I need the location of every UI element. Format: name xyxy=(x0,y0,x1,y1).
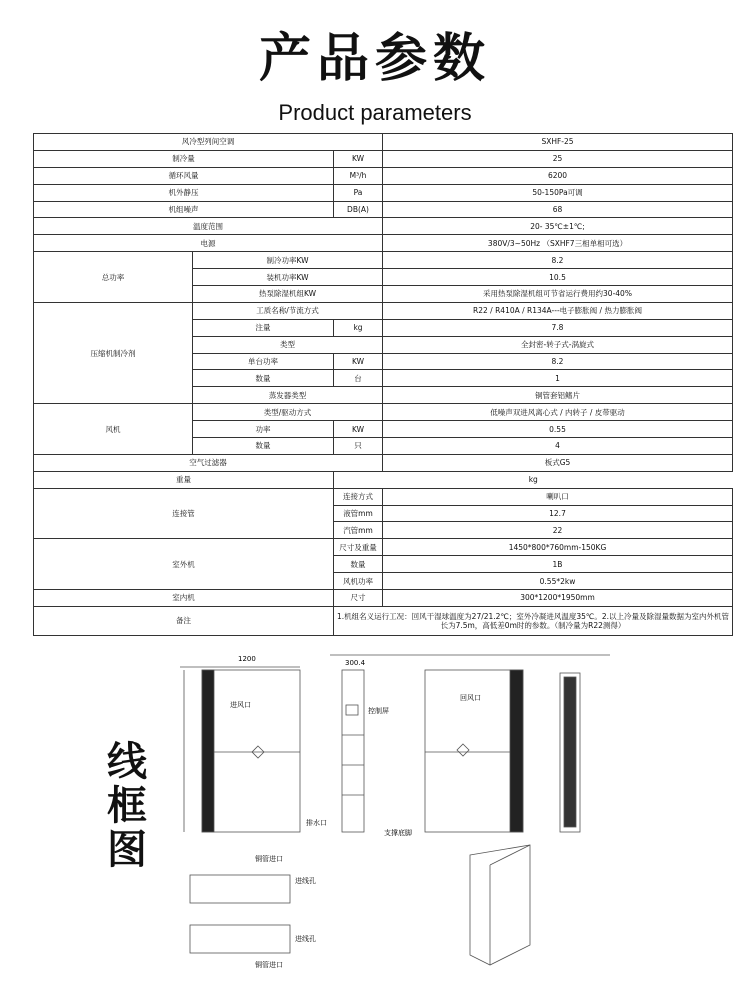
static-value: 50-150Pa可调 xyxy=(383,184,733,201)
o3-value: 0.55*2kw xyxy=(383,573,733,590)
f3-unit: 只 xyxy=(334,438,383,455)
front-view-grille xyxy=(202,670,214,832)
p2-label: 液管mm xyxy=(334,505,383,522)
p3-label: 汽管mm xyxy=(334,522,383,539)
c6-label: 蒸发器类型 xyxy=(193,387,383,404)
table-row xyxy=(34,134,733,151)
static-label: 机外静压 xyxy=(34,184,334,201)
static-unit: Pa xyxy=(334,184,383,201)
o2-label: 数量 xyxy=(334,556,383,573)
c6-value: 铜管套铝鳍片 xyxy=(383,387,733,404)
c2-label: 注量 xyxy=(193,319,334,336)
rear-view-diamond xyxy=(457,744,469,756)
tp3-value: 采用热泵除湿机组可节省运行费用约30-40% xyxy=(383,286,733,303)
c1-value: R22 / R410A / R134A---电子膨胀阀 / 热力膨胀阀 xyxy=(383,302,733,319)
p1-label: 连接方式 xyxy=(334,488,383,505)
c5-unit: 台 xyxy=(334,370,383,387)
label-copper-bottom: 铜管进口 xyxy=(255,961,283,969)
table-row xyxy=(34,488,733,505)
o1-value: 1450*800*760mm-150KG xyxy=(383,539,733,556)
fan-label: 风机 xyxy=(34,404,193,455)
c4-unit: KW xyxy=(334,353,383,370)
indoor-label: 室内机 xyxy=(34,590,334,607)
isometric-view xyxy=(470,845,530,965)
f2-value: 0.55 xyxy=(383,421,733,438)
indoor-value: 300*1200*1950mm xyxy=(383,590,733,607)
label-inlet: 进风口 xyxy=(230,701,251,709)
label-drain: 排水口 xyxy=(306,819,327,827)
label-return: 回风口 xyxy=(460,694,481,702)
noise-label: 机组噪声 xyxy=(34,201,334,218)
power-label: 电源 xyxy=(34,235,383,252)
noise-unit: DB(A) xyxy=(334,201,383,218)
tp1-value: 8.2 xyxy=(383,252,733,269)
label-copper-top: 铜管进口 xyxy=(255,855,283,863)
tp1-label: 制冷功率KW xyxy=(193,252,383,269)
label-control: 控制屏 xyxy=(368,707,389,715)
wireframe-heading: 线框图 xyxy=(107,739,147,873)
table-row xyxy=(34,235,733,252)
dim-width: 1200 xyxy=(238,655,256,663)
tp2-label: 装机功率KW xyxy=(193,269,383,286)
table-row xyxy=(34,404,733,421)
c3-label: 类型 xyxy=(193,336,383,353)
power-value: 380V/3~50Hz （SXHF7三相单相可选） xyxy=(383,235,733,252)
wireframe-drawing xyxy=(170,645,610,975)
f3-label: 数量 xyxy=(193,438,334,455)
label-wire-top: 进线孔 xyxy=(295,877,316,885)
dim-depth: 300.4 xyxy=(345,659,366,667)
label-wire-bottom: 进线孔 xyxy=(295,935,316,943)
o1-label: 尺寸及重量 xyxy=(334,539,383,556)
f2-unit: KW xyxy=(334,421,383,438)
table-row xyxy=(34,218,733,235)
table-row xyxy=(34,606,733,635)
remark-label: 备注 xyxy=(34,606,334,635)
c1-label: 工质名称/节流方式 xyxy=(193,302,383,319)
label-support: 支撑底脚 xyxy=(384,829,412,837)
weight-label: 重量 xyxy=(34,471,334,488)
filter-label: 空气过滤器 xyxy=(34,454,383,471)
weight-unit: kg xyxy=(334,471,733,488)
table-row xyxy=(34,252,733,269)
c2-value: 7.8 xyxy=(383,319,733,336)
tp3-label: 热泵除湿机组KW xyxy=(193,286,383,303)
c4-label: 单台功率 xyxy=(193,353,334,370)
front-view-cabinet xyxy=(202,670,300,832)
table-row xyxy=(34,184,733,201)
o3-label: 风机功率 xyxy=(334,573,383,590)
table-row xyxy=(34,302,733,319)
page-title: 产品参数 xyxy=(258,29,491,89)
p1-value: 喇叭口 xyxy=(383,488,733,505)
table-row xyxy=(34,150,733,167)
table-row xyxy=(34,454,733,471)
c5-value: 1 xyxy=(383,370,733,387)
temp-value: 20- 35℃±1℃; xyxy=(383,218,733,235)
c2-unit: kg xyxy=(334,319,383,336)
table-row xyxy=(34,167,733,184)
f2-label: 功率 xyxy=(193,421,334,438)
c5-label: 数量 xyxy=(193,370,334,387)
f1-label: 类型/驱动方式 xyxy=(193,404,383,421)
table-row xyxy=(34,539,733,556)
cooling-value: 25 xyxy=(383,150,733,167)
side-view-cabinet xyxy=(342,670,364,832)
page-subtitle: Product parameters xyxy=(278,100,472,125)
p3-value: 22 xyxy=(383,522,733,539)
rear-view-grille xyxy=(510,670,523,832)
cooling-label: 制冷量 xyxy=(34,150,334,167)
f1-value: 低噪声双进风离心式 / 内转子 / 皮带驱动 xyxy=(383,404,733,421)
c4-value: 8.2 xyxy=(383,353,733,370)
p2-value: 12.7 xyxy=(383,505,733,522)
f3-value: 4 xyxy=(383,438,733,455)
temp-label: 温度范围 xyxy=(34,218,383,235)
model-label: 风冷型列间空调 xyxy=(34,134,383,151)
tp2-value: 10.5 xyxy=(383,269,733,286)
model-value: SXHF-25 xyxy=(383,134,733,151)
airflow-label: 循环风量 xyxy=(34,167,334,184)
control-panel xyxy=(346,705,358,715)
c3-value: 全封密-转子式-涡旋式 xyxy=(383,336,733,353)
cooling-unit: KW xyxy=(334,150,383,167)
noise-value: 68 xyxy=(383,201,733,218)
top-view-upper xyxy=(190,875,290,903)
spec-table xyxy=(33,133,733,636)
airflow-value: 6200 xyxy=(383,167,733,184)
outdoor-label: 室外机 xyxy=(34,539,334,590)
remark-value: 1.机组名义运行工况：回风干湿球温度为27/21.2℃；室外冷凝进风温度35℃。2.以上冷量及除湿量数据为室内外机管长为7.5m，高低差0m时的参数。（制冷量为R22测得） xyxy=(334,606,733,635)
total-power-label: 总功率 xyxy=(34,252,193,303)
airflow-unit: M³/h xyxy=(334,167,383,184)
o2-value: 1B xyxy=(383,556,733,573)
table-row xyxy=(34,471,733,488)
comp-label: 压缩机制冷剂 xyxy=(34,302,193,403)
table-row xyxy=(34,590,733,607)
top-view-lower xyxy=(190,925,290,953)
table-row xyxy=(34,201,733,218)
filter-value: 板式G5 xyxy=(383,454,733,471)
indoor-sub: 尺寸 xyxy=(334,590,383,607)
pipe-label: 连接管 xyxy=(34,488,334,539)
